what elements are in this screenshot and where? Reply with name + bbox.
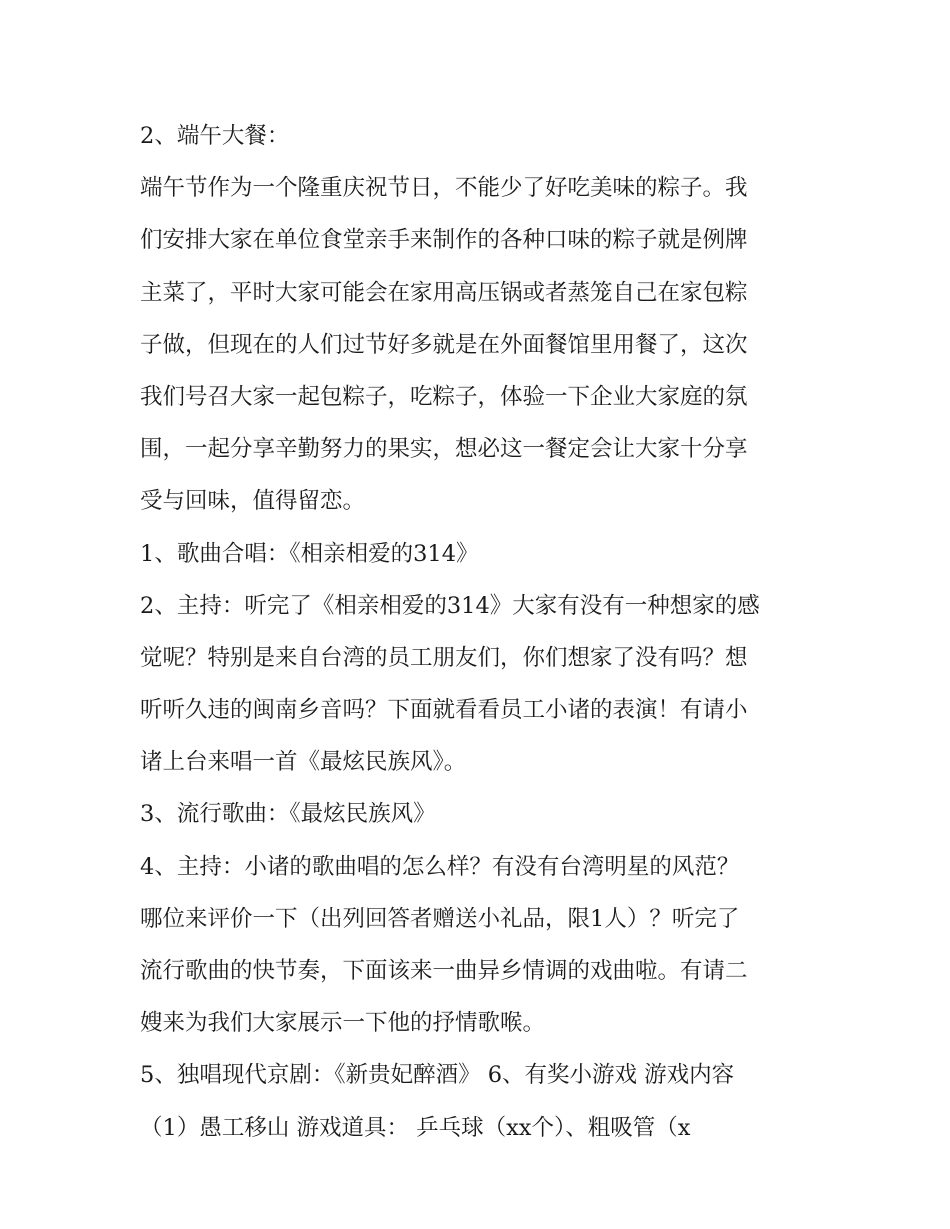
paragraph-line: 我们号召大家一起包粽子，吃粽子，体验一下企业大家庭的氛	[140, 383, 748, 410]
paragraph-line: 嫂来为我们大家展示一下他的抒情歌喉。	[140, 1010, 546, 1037]
paragraph-line: 听听久违的闽南乡音吗？下面就看看员工小诸的表演！有请小	[140, 697, 748, 724]
program-item-opera-and-game: 5、独唱现代京剧：《新贵妃醉酒》 6、有奖小游戏 游戏内容	[140, 1062, 735, 1089]
paragraph-line: 子做，但现在的人们过节好多就是在外面餐馆里用餐了，这次	[140, 331, 748, 358]
paragraph-line: 们安排大家在单位食堂亲手来制作的各种口味的粽子就是例牌	[140, 227, 748, 254]
program-item-host-2: 2、主持：听完了《相亲相爱的314》大家有没有一种想家的感	[140, 592, 760, 619]
paragraph-line: 端午节作为一个隆重庆祝节日，不能少了好吃美味的粽子。我	[140, 175, 748, 202]
program-item-chorus: 1、歌曲合唱：《相亲相爱的314》	[140, 540, 479, 567]
program-item-pop-song: 3、流行歌曲：《最炫民族风》	[140, 801, 436, 828]
paragraph-line: 流行歌曲的快节奏，下面该来一曲异乡情调的戏曲啦。有请二	[140, 958, 748, 984]
paragraph-line: 诸上台来唱一首《最炫民族风》。	[140, 749, 467, 776]
paragraph-line: 哪位来评价一下（出列回答者赠送小礼品，限1人）？听完了	[140, 905, 740, 932]
section-heading-dragon-boat-feast: 2、端午大餐：	[140, 123, 290, 149]
program-item-host-4: 4、主持：小诸的歌曲唱的怎么样？有没有台湾明星的风范？	[140, 853, 740, 880]
game-item-1: （1）愚工移山 游戏道具： 乒乓球（xx个）、粗吸管（x	[140, 1114, 691, 1141]
document-body	[140, 110, 820, 1154]
paragraph-line: 围，一起分享辛勤努力的果实，想必这一餐定会让大家十分享	[140, 436, 748, 463]
paragraph-line: 主菜了，平时大家可能会在家用高压锅或者蒸笼自己在家包粽	[140, 279, 748, 306]
paragraph-line: 觉呢？特别是来自台湾的员工朋友们，你们想家了没有吗？想	[140, 644, 748, 671]
paragraph-line: 受与回味，值得留恋。	[140, 488, 366, 515]
